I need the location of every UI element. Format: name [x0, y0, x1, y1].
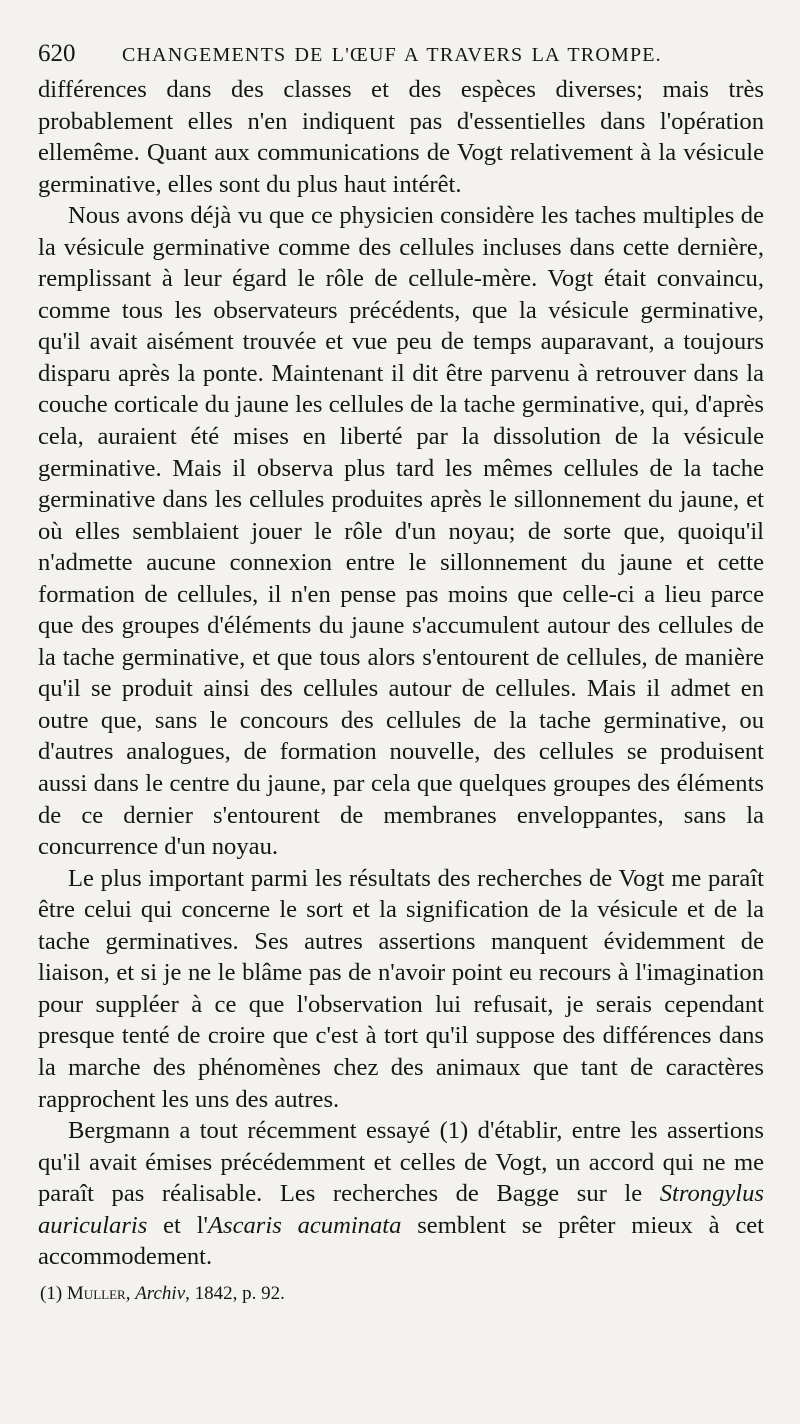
paragraph-vogt-observations: Nous avons déjà vu que ce physicien considère les taches multiples de la vésicule germinative comme des cellules incluses dans cette dernière, remplissant à leur égard le rôle de cellule-mère. Vogt était convaincu, comme tous les observateurs précédents, que la vésicule germinative, qu'il avait aisément trouvée et vue peu de temps auparavant, a toujours disparu après la ponte. Maintenant il dit être parvenu à retrouver dans la couche corticale du jaune les cellules de la tache germinative, qui, d'après cela, auraient été mises en liberté par la dissolution de la vésicule germinative. Mais il observa plus tard les mêmes cellules de la tache germinative dans les cellules produites après le sillonnement du jaune, et où elles semblaient jouer le rôle d'un noyau; de sorte que, quoiqu'il n'admette aucune connexion entre le sillonnement du jaune et cette formation de cellules, il n'en pense pas moins que celle-ci a lieu parce que des groupes d'éléments du jaune s'accumulent autour des cellules de la tache germinative, et que tous alors s'entourent de cellules, de manière qu'il se produit ainsi des cellules autour de cellules. Mais il admet en outre que, sans le concours des cellules de la tache germinative, ou d'autres analogues, de formation nouvelle, des cellules se produisent aussi dans le centre du jaune, par cela que quelques groupes des éléments de ce dernier s'entourent de membranes enveloppantes, sans la concurrence d'un noyau. — [38, 202, 764, 861]
species-strongylus: Strongylus auricularis — [38, 1180, 764, 1239]
footnote-marker: (1) — [40, 1282, 63, 1304]
paragraph-bergmann — [38, 1115, 764, 1273]
paragraph-continuation: différences dans des classes et des espèces diverses; mais très probablement elles n'en indiquent pas d'essentielles dans l'opération ellemême. Quant aux communications de Vogt relativement à la vésicule germinative, elles sont du plus haut intérêt. — [38, 76, 764, 198]
body-text — [38, 74, 764, 1273]
footnote: (1) Muller, Archiv, 1842, p. 92. — [40, 1282, 285, 1304]
running-header — [38, 34, 764, 74]
footnote-author: Muller — [66, 1282, 126, 1304]
footnote-citation: , 1842, p. 92. — [185, 1282, 285, 1304]
paragraph-bergmann-text-start: Bergmann a tout récemment essayé (1) d'établir, entre les assertions qu'il avait émises précédemment et celles de Vogt, un accord qui ne me paraît pas réalisable. Les recherches de Bagge sur le — [38, 1117, 764, 1208]
paragraph-important-results: Le plus important parmi les résultats des recherches de Vogt me paraît être celui qui concerne le sort et la signification de la vésicule et de la tache germinatives. Ses autres assertions manquent évidemment de liaison, et si je ne le blâme pas de n'avoir point eu recours à l'imagination pour suppléer à ce que l'observation lui refusait, je serais cependant presque tenté de croire que c'est à tort qu'il suppose des différences dans la marche des phénomènes chez des animaux que tant de caractères rapprochent les uns des autres. — [38, 864, 764, 1113]
page-number: 620 — [38, 40, 76, 67]
running-title: CHANGEMENTS DE L'ŒUF A TRAVERS LA TROMPE. — [122, 44, 662, 66]
paragraph-bergmann-text-end: semblent se prêter mieux à cet accommodement. — [38, 1211, 764, 1271]
species-ascaris: Ascaris acuminata — [207, 1211, 402, 1239]
paragraph-bergmann-text-middle: et l' — [147, 1211, 208, 1239]
footnote-journal: Archiv — [135, 1282, 186, 1304]
